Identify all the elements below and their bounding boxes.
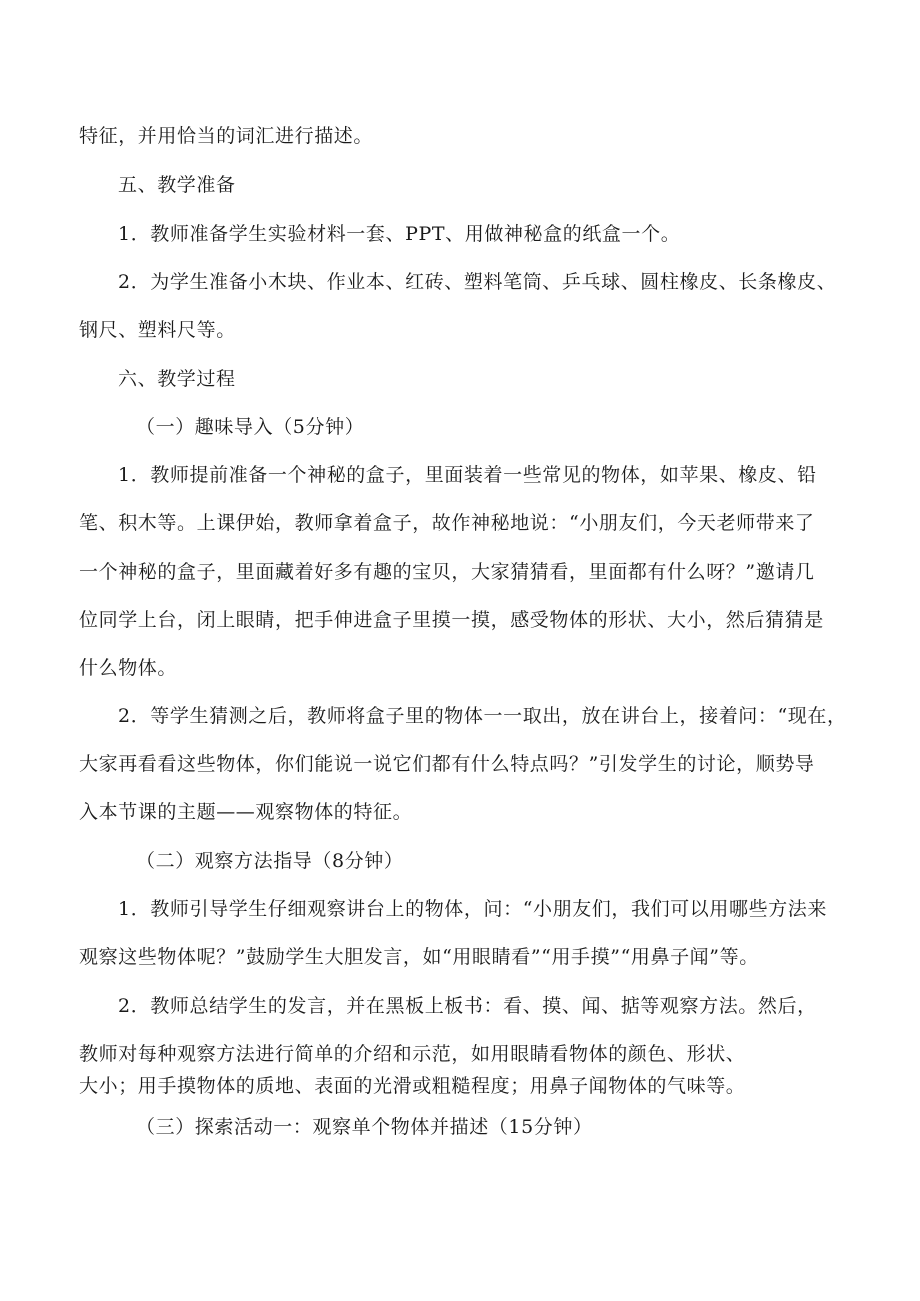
text-line: 2．为学生准备小木块、作业本、红砖、塑料笔筒、乒乓球、圆柱橡皮、长条橡皮、 (118, 271, 837, 293)
text-line: 2．等学生猜测之后，教师将盒子里的物体一一取出，放在讲台上，接着问：“现在， (118, 705, 847, 727)
text-line: 钢尺、塑料尺等。 (79, 319, 236, 341)
text-line: 1．教师引导学生仔细观察讲台上的物体，问：“小朋友们，我们可以用哪些方法来 (118, 898, 828, 920)
section-heading: 五、教学准备 (118, 174, 236, 196)
text-line: 特征，并用恰当的词汇进行描述。 (79, 125, 374, 147)
text-line: 大家再看看这些物体，你们能说一说它们都有什么特点吗？”引发学生的讨论，顺势导 (79, 753, 815, 775)
subsection-heading: （三）探索活动一：观察单个物体并描述（15分钟） (136, 1116, 593, 1138)
text-line: 1．教师提前准备一个神秘的盒子，里面装着一些常见的物体，如苹果、橡皮、铅 (118, 464, 817, 486)
text-line: 什么物体。 (79, 657, 178, 679)
text-line: 大小；用手摸物体的质地、表面的光滑或粗糙程度；用鼻子闻物体的气味等。 (79, 1075, 746, 1097)
section-heading: 六、教学过程 (118, 368, 236, 390)
text-line: 教师对每种观察方法进行简单的介绍和示范，如用眼睛看物体的颜色、形状、 (79, 1043, 746, 1065)
text-line: 笔、积木等。上课伊始，教师拿着盒子，故作神秘地说：“小朋友们，今天老师带来了 (79, 512, 815, 534)
text-line: 1．教师准备学生实验材料一套、PPT、用做神秘盒的纸盒一个。 (118, 223, 681, 245)
subsection-heading: （二）观察方法指导（8分钟） (136, 850, 404, 872)
text-line: 观察这些物体呢？”鼓励学生大胆发言，如“用眼睛看”“用手摸”“用鼻子闻”等。 (79, 946, 759, 968)
text-line: 位同学上台，闭上眼睛，把手伸进盒子里摸一摸，感受物体的形状、大小，然后猜猜是 (79, 609, 824, 631)
text-line: 2．教师总结学生的发言，并在黑板上板书：看、摸、闻、掂等观察方法。然后， (118, 995, 817, 1017)
text-line: 一个神秘的盒子，里面藏着好多有趣的宝贝，大家猜猜看，里面都有什么呀？”邀请几 (79, 561, 815, 583)
subsection-heading: （一）趣味导入（5分钟） (136, 416, 365, 438)
text-line: 入本节课的主题——观察物体的特征。 (79, 801, 413, 823)
